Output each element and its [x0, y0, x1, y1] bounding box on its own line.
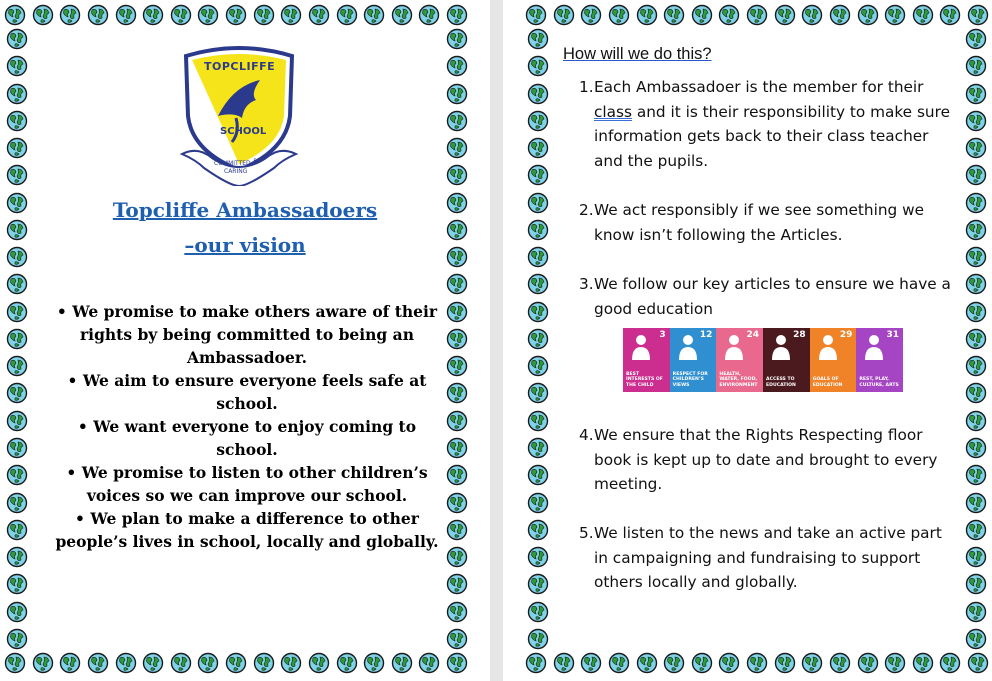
page-subtitle: –our vision	[184, 233, 306, 257]
globe-icon	[253, 4, 275, 26]
globe-icon	[308, 652, 330, 674]
globe-icon	[965, 573, 987, 595]
globe-icon	[636, 652, 658, 674]
globe-icon	[965, 628, 987, 650]
step-number: 4.	[579, 426, 594, 444]
article-tile	[623, 328, 670, 392]
globe-border-right	[444, 28, 470, 650]
globe-icon	[446, 301, 468, 323]
article-number: 28	[793, 330, 806, 340]
globe-icon	[939, 4, 961, 26]
globe-icon	[197, 4, 219, 26]
vision-item: • We promise to listen to other children’s voices so we can improve our school.	[54, 461, 440, 507]
globe-icon	[4, 652, 26, 674]
globe-icon	[965, 246, 987, 268]
globe-icon	[965, 301, 987, 323]
article-number: 31	[886, 330, 900, 340]
globe-icon	[912, 4, 934, 26]
globe-icon	[527, 110, 549, 132]
globe-icon	[446, 628, 468, 650]
globe-icon	[527, 301, 549, 323]
globe-icon	[225, 4, 247, 26]
globe-icon	[965, 464, 987, 486]
step-1	[579, 75, 959, 173]
globe-icon	[965, 137, 987, 159]
globe-icon	[446, 28, 468, 50]
article-tile	[763, 328, 810, 392]
globe-icon	[6, 273, 28, 295]
globe-icon	[965, 273, 987, 295]
globe-icon	[718, 652, 740, 674]
globe-icon	[446, 410, 468, 432]
globe-icon	[6, 355, 28, 377]
globe-icon	[4, 4, 26, 26]
globe-icon	[446, 273, 468, 295]
globe-icon	[336, 4, 358, 26]
globe-icon	[142, 4, 164, 26]
article-tile	[810, 328, 857, 392]
globe-icon	[6, 55, 28, 77]
globe-icon	[446, 652, 468, 674]
vision-item: • We want everyone to enjoy coming to school.	[54, 415, 440, 461]
globe-icon	[446, 492, 468, 514]
globe-icon	[801, 4, 823, 26]
globe-icon	[527, 492, 549, 514]
step-4	[579, 423, 959, 497]
globe-icon	[225, 652, 247, 674]
article-number: 12	[699, 330, 713, 340]
globe-icon	[774, 4, 796, 26]
globe-icon	[746, 4, 768, 26]
globe-icon	[527, 164, 549, 186]
article-tile	[670, 328, 717, 392]
globe-icon	[391, 4, 413, 26]
vision-item: • We promise to make others aware of their rights by being committed to being an Ambassadoer.	[54, 300, 440, 369]
globe-icon	[446, 4, 468, 26]
globe-icon	[446, 328, 468, 350]
globe-icon	[527, 55, 549, 77]
step-text: and it is their responsibility to make sure information gets back to their class teacher and the pupils.	[594, 102, 950, 170]
globe-icon	[446, 437, 468, 459]
globe-icon	[170, 4, 192, 26]
goals-icon	[814, 332, 842, 362]
globe-icon	[253, 652, 275, 674]
globe-icon	[527, 464, 549, 486]
globe-icon	[718, 4, 740, 26]
globe-icon	[446, 55, 468, 77]
crest-top-text: TOPCLIFFE	[204, 60, 276, 73]
globe-icon	[965, 28, 987, 50]
globe-icon	[801, 652, 823, 674]
globe-icon	[446, 110, 468, 132]
globe-icon	[553, 4, 575, 26]
globe-icon	[691, 4, 713, 26]
article-number: 24	[746, 330, 760, 340]
globe-icon	[6, 519, 28, 541]
globe-icon	[6, 382, 28, 404]
globe-icon	[87, 652, 109, 674]
globe-border-bottom	[525, 650, 989, 676]
globe-icon	[391, 652, 413, 674]
globe-icon	[527, 328, 549, 350]
globe-border-right	[963, 28, 989, 650]
crest-motto-1: COMMITTED	[214, 160, 251, 167]
step-text: We listen to the news and take an active part in campaigning and fundraising to support others locally and globally.	[594, 524, 942, 591]
globe-border-left	[525, 28, 551, 650]
balance-icon	[627, 332, 655, 362]
globe-border-left	[4, 28, 30, 650]
globe-icon	[527, 273, 549, 295]
globe-icon	[965, 355, 987, 377]
globe-icon	[418, 4, 440, 26]
globe-icon	[6, 137, 28, 159]
globe-icon	[965, 410, 987, 432]
globe-icon	[527, 137, 549, 159]
globe-icon	[336, 652, 358, 674]
globe-icon	[6, 464, 28, 486]
globe-icon	[527, 28, 549, 50]
globe-icon	[418, 652, 440, 674]
globe-icon	[142, 652, 164, 674]
article-tile	[716, 328, 763, 392]
globe-icon	[965, 192, 987, 214]
globe-icon	[280, 4, 302, 26]
globe-icon	[446, 519, 468, 541]
step-text: We ensure that the Rights Respecting floor book is kept up to date and brought to every meeting.	[594, 426, 938, 493]
article-caption: REST, PLAY, CULTURE, ARTS	[859, 377, 899, 388]
globe-icon	[553, 652, 575, 674]
globe-icon	[446, 137, 468, 159]
globe-icon	[857, 652, 879, 674]
step-text: We act responsibly if we see something we know isn’t following the Articles.	[594, 201, 925, 244]
health-icon	[720, 332, 748, 362]
vision-item: • We plan to make a difference to other people’s lives in school, locally and globally.	[54, 507, 440, 553]
globe-icon	[6, 328, 28, 350]
globe-icon	[965, 83, 987, 105]
globe-icon	[965, 164, 987, 186]
globe-icon	[197, 652, 219, 674]
globe-icon	[115, 652, 137, 674]
globe-icon	[59, 4, 81, 26]
step-3	[579, 272, 959, 321]
globe-border-top	[4, 2, 468, 28]
step-number: 5.	[579, 524, 594, 542]
vision-item: • We aim to ensure everyone feels safe at school.	[54, 369, 440, 415]
education-icon	[767, 332, 795, 362]
globe-icon	[527, 519, 549, 541]
globe-icon	[527, 83, 549, 105]
globe-icon	[965, 492, 987, 514]
globe-icon	[6, 83, 28, 105]
globe-icon	[308, 4, 330, 26]
globe-icon	[6, 110, 28, 132]
step-text: Each Ambassadoer is the member for their	[594, 78, 924, 96]
right-page	[503, 0, 992, 681]
globe-icon	[363, 4, 385, 26]
globe-icon	[608, 652, 630, 674]
globe-icon	[691, 652, 713, 674]
section-heading: How will we do this?	[563, 45, 712, 63]
globe-icon	[363, 652, 385, 674]
globe-icon	[87, 4, 109, 26]
step-5	[579, 521, 959, 595]
globe-icon	[965, 382, 987, 404]
globe-icon	[829, 652, 851, 674]
globe-icon	[884, 652, 906, 674]
step-number: 2.	[579, 201, 594, 219]
article-tile	[856, 328, 903, 392]
globe-icon	[32, 4, 54, 26]
globe-icon	[527, 410, 549, 432]
globe-icon	[32, 652, 54, 674]
article-caption: GOALS OF EDUCATION	[812, 377, 843, 388]
globe-icon	[446, 355, 468, 377]
globe-border-bottom	[4, 650, 468, 676]
globe-icon	[636, 4, 658, 26]
article-number: 29	[839, 330, 853, 340]
article-number: 3	[659, 330, 666, 340]
globe-icon	[446, 382, 468, 404]
article-caption: HEALTH, WATER, FOOD, ENVIRONMENT	[719, 371, 758, 388]
globe-icon	[965, 519, 987, 541]
globe-icon	[527, 437, 549, 459]
globe-icon	[527, 382, 549, 404]
page-title: Topcliffe Ambassadoers	[112, 198, 378, 222]
globe-icon	[446, 164, 468, 186]
globe-icon	[6, 437, 28, 459]
globe-icon	[965, 437, 987, 459]
globe-icon	[527, 246, 549, 268]
article-caption: ACCESS TO EDUCATION	[766, 377, 796, 388]
globe-icon	[912, 652, 934, 674]
globe-icon	[965, 546, 987, 568]
globe-icon	[965, 328, 987, 350]
step-2	[579, 198, 959, 247]
article-caption: BEST INTERESTS OF THE CHILD	[626, 371, 663, 388]
globe-icon	[6, 410, 28, 432]
globe-icon	[527, 192, 549, 214]
globe-icon	[580, 4, 602, 26]
globe-icon	[6, 546, 28, 568]
globe-icon	[446, 573, 468, 595]
globe-icon	[965, 219, 987, 241]
globe-icon	[59, 652, 81, 674]
globe-icon	[6, 28, 28, 50]
vision-list	[54, 300, 440, 553]
globe-icon	[525, 4, 547, 26]
globe-icon	[527, 601, 549, 623]
globe-icon	[967, 4, 989, 26]
globe-icon	[280, 652, 302, 674]
globe-icon	[115, 4, 137, 26]
globe-icon	[884, 4, 906, 26]
globe-icon	[527, 628, 549, 650]
globe-icon	[527, 355, 549, 377]
globe-icon	[857, 4, 879, 26]
globe-icon	[527, 219, 549, 241]
crest-motto-2: &	[253, 158, 258, 165]
globe-icon	[939, 652, 961, 674]
globe-icon	[6, 164, 28, 186]
globe-icon	[446, 601, 468, 623]
spellcheck-flagged-word[interactable]: class	[594, 102, 632, 121]
globe-icon	[965, 55, 987, 77]
globe-icon	[608, 4, 630, 26]
globe-icon	[774, 652, 796, 674]
globe-icon	[446, 464, 468, 486]
article-caption: RESPECT FOR CHILDREN’S VIEWS	[672, 371, 708, 388]
globe-icon	[6, 628, 28, 650]
globe-icon	[525, 652, 547, 674]
globe-icon	[6, 492, 28, 514]
step-text: We follow our key articles to ensure we have a good education	[594, 275, 951, 318]
crest-motto-3: CARING	[224, 168, 248, 175]
step-number: 3.	[579, 275, 594, 293]
globe-icon	[580, 652, 602, 674]
globe-icon	[527, 546, 549, 568]
globe-icon	[527, 573, 549, 595]
speaking-children-icon	[674, 332, 702, 362]
globe-icon	[746, 652, 768, 674]
globe-icon	[446, 83, 468, 105]
articles-icon-strip	[623, 328, 903, 392]
globe-icon	[965, 110, 987, 132]
globe-icon	[965, 601, 987, 623]
globe-icon	[170, 652, 192, 674]
globe-icon	[6, 301, 28, 323]
globe-icon	[663, 652, 685, 674]
globe-icon	[6, 601, 28, 623]
globe-icon	[663, 4, 685, 26]
play-arts-icon	[860, 332, 888, 362]
left-page	[0, 0, 490, 681]
globe-icon	[446, 546, 468, 568]
step-number: 1.	[579, 78, 594, 96]
globe-icon	[829, 4, 851, 26]
globe-icon	[6, 573, 28, 595]
globe-border-top	[525, 2, 989, 28]
crest-bottom-text: SCHOOL	[220, 126, 267, 137]
globe-icon	[967, 652, 989, 674]
school-crest	[178, 46, 300, 186]
